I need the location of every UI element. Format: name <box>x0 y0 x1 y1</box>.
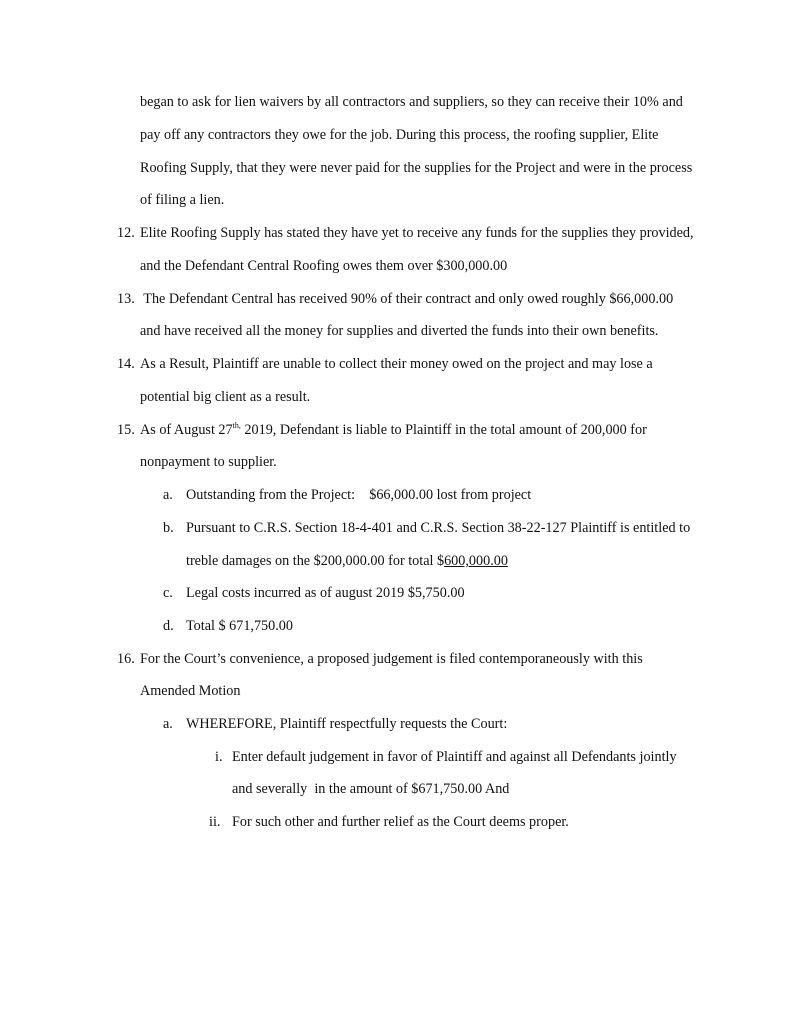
paragraph-16-line-2: Amended Motion <box>140 683 241 699</box>
item-16a-ii-text: For such other and further relief as the Court deems proper. <box>232 814 569 830</box>
item-15d-text: Total $ 671,750.00 <box>186 618 293 634</box>
treble-total-amount: 600,000.00 <box>444 553 508 569</box>
paragraph-11-line-1: began to ask for lien waivers by all contractors and suppliers, so they can receive their 10% and <box>140 94 683 110</box>
item-16a-ii-label: ii. <box>209 814 221 830</box>
paragraph-11-line-2: pay off any contractors they owe for the job. During this process, the roofing supplier, Elite <box>140 127 659 143</box>
item-16a-i-label: i. <box>215 749 223 765</box>
paragraph-11-line-3: Roofing Supply, that they were never paid for the supplies for the Project and were in the process <box>140 160 693 176</box>
item-16a-i-line-1: Enter default judgement in favor of Plaintiff and against all Defendants jointly <box>232 749 677 765</box>
paragraph-15-line-2: nonpayment to supplier. <box>140 454 277 470</box>
paragraph-12-line-2: and the Defendant Central Roofing owes them over $300,000.00 <box>140 258 508 274</box>
item-15c-label: c. <box>163 585 173 601</box>
item-15b-line-1: Pursuant to C.R.S. Section 18-4-401 and C.R.S. Section 38-22-127 Plaintiff is entitled to <box>186 520 691 536</box>
item-15d-label: d. <box>163 618 174 634</box>
paragraph-15-number: 15. <box>117 422 135 438</box>
paragraph-15-line-1 <box>140 421 647 439</box>
paragraph-14-line-1: As a Result, Plaintiff are unable to collect their money owed on the project and may lose a <box>140 356 653 372</box>
paragraph-13-line-2: and have received all the money for supplies and diverted the funds into their own benefits. <box>140 323 659 339</box>
item-15b-label: b. <box>163 520 174 536</box>
item-15b-line-2 <box>186 552 508 570</box>
item-15b-line-2-text: treble damages on the $200,000.00 for total $ <box>186 553 445 569</box>
item-15a-text: Outstanding from the Project: $66,000.00 lost from project <box>186 487 532 503</box>
paragraph-16-number: 16. <box>117 651 135 667</box>
paragraph-11-line-4: of filing a lien. <box>140 192 225 208</box>
item-16a-i-line-2: and severally in the amount of $671,750.00 And <box>232 781 510 797</box>
paragraph-13-line-1: The Defendant Central has received 90% of their contract and only owed roughly $66,000.00 <box>140 291 674 307</box>
item-16a-label: a. <box>163 716 173 732</box>
paragraph-13-number: 13. <box>117 291 135 307</box>
paragraph-14-line-2: potential big client as a result. <box>140 389 311 405</box>
item-15a-label: a. <box>163 487 173 503</box>
paragraph-15-line-1-rest: 2019, Defendant is liable to Plaintiff in the total amount of 200,000 for <box>240 422 647 438</box>
item-16a-text: WHEREFORE, Plaintiff respectfully requests the Court: <box>186 716 508 732</box>
item-15c-text: Legal costs incurred as of august 2019 $5,750.00 <box>186 585 465 601</box>
ordinal-superscript: th, <box>232 421 241 430</box>
paragraph-15-date-text: As of August 27 <box>140 422 233 438</box>
paragraph-12-number: 12. <box>117 225 135 241</box>
paragraph-12-line-1: Elite Roofing Supply has stated they have yet to receive any funds for the supplies they provided, <box>140 225 694 241</box>
paragraph-16-line-1: For the Court’s convenience, a proposed judgement is filed contemporaneously with this <box>140 651 643 667</box>
paragraph-14-number: 14. <box>117 356 135 372</box>
